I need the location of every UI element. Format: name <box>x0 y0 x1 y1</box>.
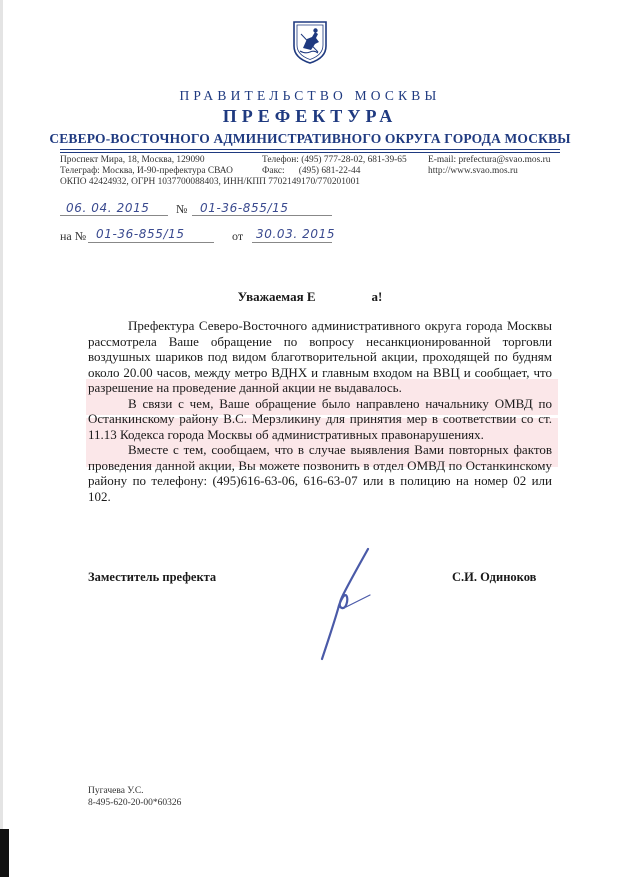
signatory-title: Заместитель префекта <box>88 570 217 584</box>
address-line: Проспект Мира, 18, Москва, 129090 <box>60 155 205 165</box>
handwritten-signature <box>310 545 380 663</box>
okrug-heading: СЕВЕРО-ВОСТОЧНОГО АДМИНИСТРАТИВНОГО ОКРУГА ГОРОДА МОСКВЫ <box>49 131 571 146</box>
registry-codes: ОКПО 42424932, ОГРН 1037700088403, ИНН/КПП 7702149170/770201001 <box>60 177 360 187</box>
paragraph: Префектура Северо-Восточного административного округа города Москвы рассмотрела Ваше обращение по вопросу несанкционированной торговли воздушных шариков под видом благотворительной акции, проходящей по будням около 20.00 часов, между метро ВДНХ и главным входом на ВВЦ и сообщает, что разрешение на проведение данной акции не выдавалось. <box>88 318 552 395</box>
reference-label: на № <box>60 229 87 243</box>
greeting <box>0 289 620 305</box>
phone-line: Телефон: (495) 777-28-02, 681-39-65 <box>262 155 407 165</box>
website-line: http://www.svao.mos.ru <box>428 166 518 176</box>
reference-underline <box>88 242 214 243</box>
letter-body <box>88 318 552 504</box>
government-heading: ПРАВИТЕЛЬСТВО МОСКВЫ <box>179 88 441 103</box>
paragraph: Вместе с тем, сообщаем, что в случае выявления Вами повторных фактов проведения данной акции, Вы можете позвонить в отдел ОМВД по Останкинскому району по телефону: (495)616-63-06, 616-63-07 или в полицию на номер 02 или 102. <box>88 442 552 504</box>
phone-block <box>262 155 407 177</box>
greeting-ending: а! <box>371 289 383 304</box>
outgoing-number: 01-36-855/15 <box>200 201 289 215</box>
reference-number: 01-36-855/15 <box>96 227 185 241</box>
signatory-name: С.И. Одиноков <box>452 570 537 584</box>
greeting-text: Уважаемая Е <box>237 289 316 304</box>
paragraph: В связи с чем, Ваше обращение было направлено начальнику ОМВД по Останкинскому району В.С. Мерзликину для принятия мер в соответствии со ст. 11.13 Кодекса города Москвы об административных правонарушениях. <box>88 395 552 442</box>
number-underline <box>192 215 332 216</box>
scan-corner-mark <box>0 829 9 877</box>
reference-date: 30.03. 2015 <box>256 227 336 241</box>
number-label: № <box>176 202 188 216</box>
contacts-block <box>428 155 550 177</box>
outgoing-date: 06. 04. 2015 <box>66 201 150 215</box>
fax-line: Факс: (495) 681-22-44 <box>262 166 361 176</box>
executor-name: Пугачева У.С. <box>88 786 144 796</box>
executor-block <box>88 786 181 809</box>
reference-date-underline <box>252 242 332 243</box>
header-rule <box>60 149 560 150</box>
telegraph-line: Телеграф: Москва, И-90-префектура СВАО <box>60 166 233 176</box>
executor-phone: 8-495-620-20-00*60326 <box>88 797 182 808</box>
reference-date-label: от <box>232 229 244 243</box>
moscow-coat-of-arms-icon <box>291 20 329 64</box>
header-rule-thin <box>60 152 560 153</box>
date-underline <box>60 215 168 216</box>
email-line: E-mail: prefectura@svao.mos.ru <box>428 155 551 165</box>
prefecture-heading: ПРЕФЕКТУРА <box>222 106 398 126</box>
